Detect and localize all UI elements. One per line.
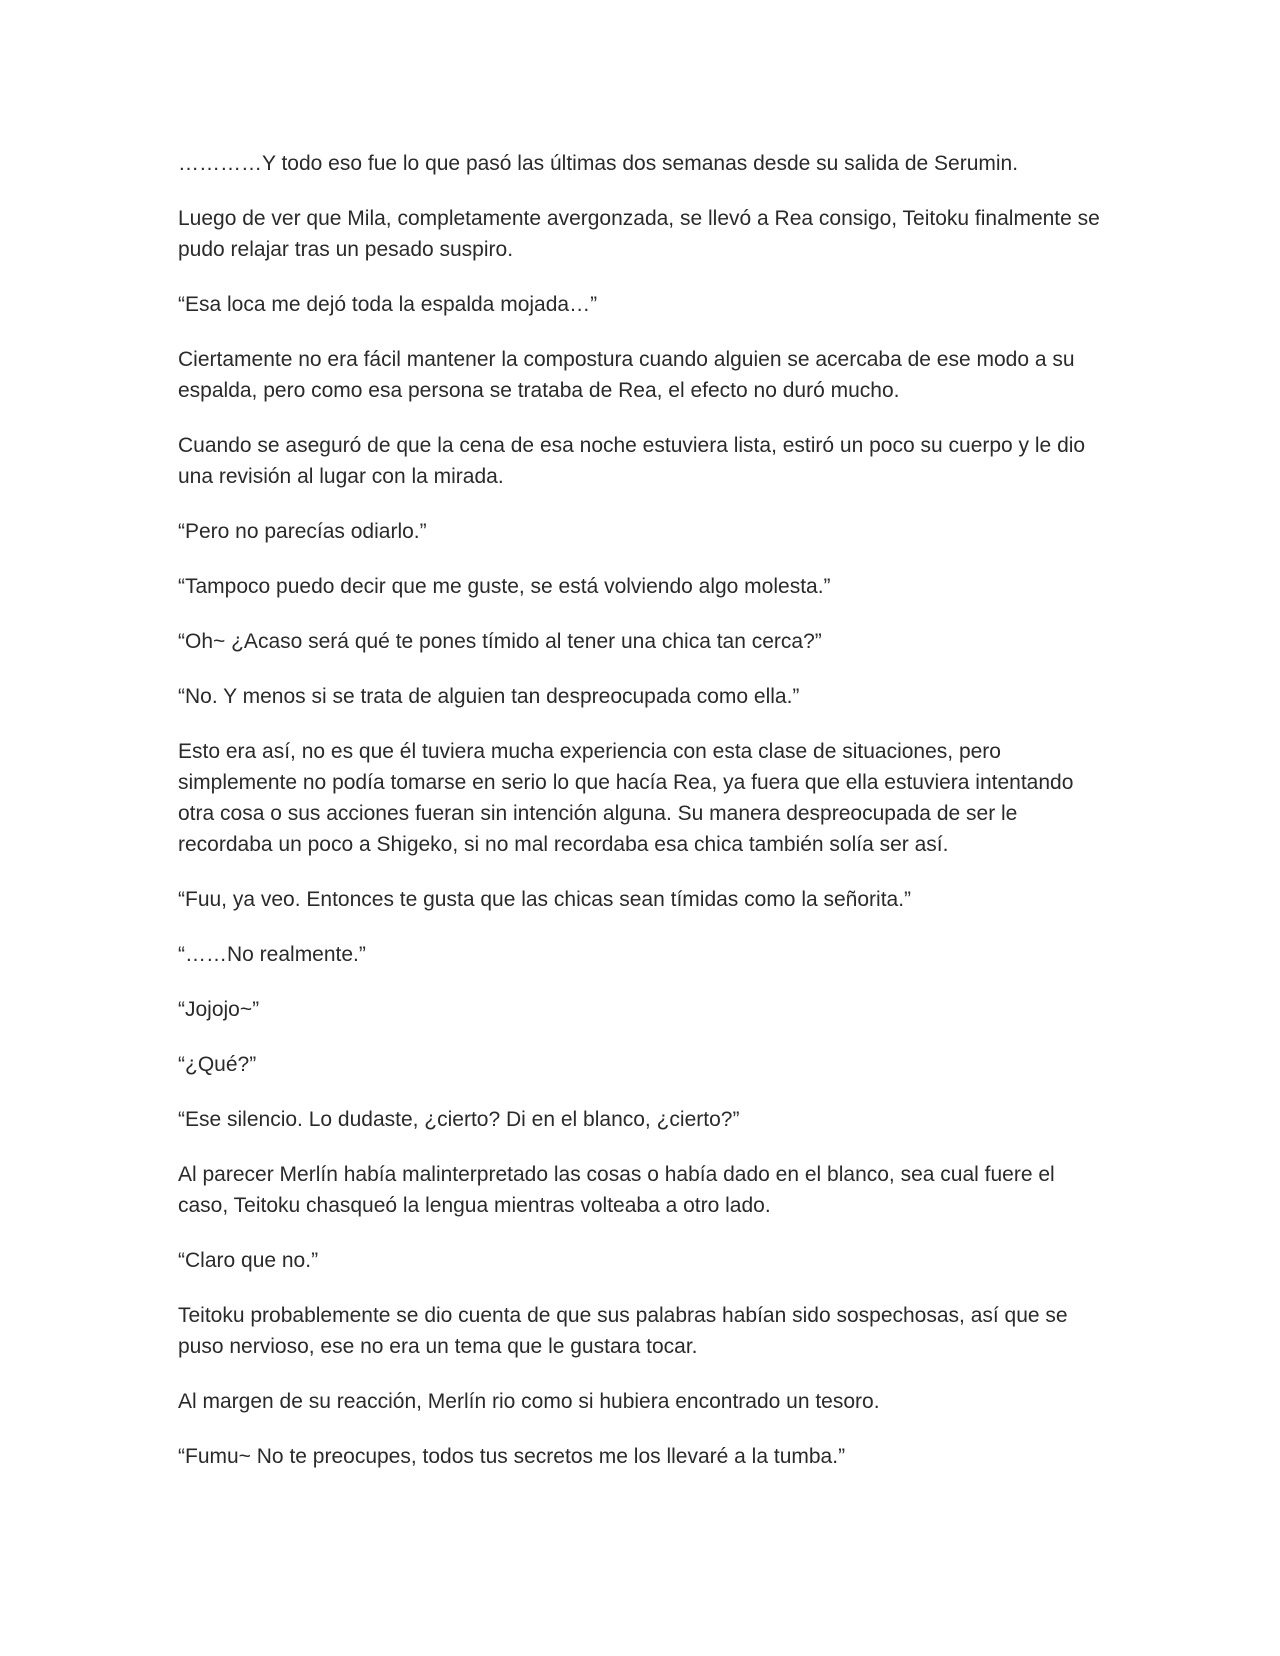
paragraph-1: …………Y todo eso fue lo que pasó las últimas dos semanas desde su salida de Serumin.	[178, 152, 1019, 175]
paragraph-16: Al parecer Merlín había malinterpretado las cosas o había dado en el blanco, sea cual fuere el caso, Teitoku chasqueó la lengua mientras volteaba a otro lado.	[178, 1163, 1055, 1217]
paragraph-8: “Oh~ ¿Acaso será qué te pones tímido al tener una chica tan cerca?”	[178, 630, 822, 653]
paragraph-17: “Claro que no.”	[178, 1249, 319, 1272]
paragraph-11: “Fuu, ya veo. Entonces te gusta que las chicas sean tímidas como la señorita.”	[178, 888, 912, 911]
paragraph-3: “Esa loca me dejó toda la espalda mojada…”	[178, 293, 598, 316]
paragraph-19: Al margen de su reacción, Merlín rio como si hubiera encontrado un tesoro.	[178, 1390, 880, 1413]
paragraph-10: Esto era así, no es que él tuviera mucha experiencia con esta clase de situaciones, pero simplemente no podía tomarse en serio lo que hacía Rea, ya fuera que ella estuviera intentando otra cosa o sus acciones fueran sin intención alguna. Su manera despreocupada de ser le recordaba un poco a Shigeko, si no mal recordaba esa chica también solía ser así.	[178, 740, 1074, 856]
paragraph-4: Ciertamente no era fácil mantener la compostura cuando alguien se acercaba de ese modo a su espalda, pero como esa persona se trataba de Rea, el efecto no duró mucho.	[178, 348, 1075, 402]
paragraph-20: “Fumu~ No te preocupes, todos tus secretos me los llevaré a la tumba.”	[178, 1445, 846, 1468]
paragraph-9: “No. Y menos si se trata de alguien tan despreocupada como ella.”	[178, 685, 800, 708]
paragraph-12: “……No realmente.”	[178, 943, 366, 966]
paragraph-5: Cuando se aseguró de que la cena de esa noche estuviera lista, estiró un poco su cuerpo y le dio una revisión al lugar con la mirada.	[178, 434, 1086, 488]
paragraph-14: “¿Qué?”	[178, 1053, 257, 1076]
paragraph-13: “Jojojo~”	[178, 998, 260, 1021]
paragraph-6: “Pero no parecías odiarlo.”	[178, 520, 427, 543]
paragraph-15: “Ese silencio. Lo dudaste, ¿cierto? Di en el blanco, ¿cierto?”	[178, 1108, 740, 1131]
paragraph-2: Luego de ver que Mila, completamente avergonzada, se llevó a Rea consigo, Teitoku finalmente se pudo relajar tras un pesado suspiro.	[178, 207, 1100, 261]
paragraph-18: Teitoku probablemente se dio cuenta de que sus palabras habían sido sospechosas, así que se puso nervioso, ese no era un tema que le gustara tocar.	[178, 1304, 1068, 1358]
paragraph-7: “Tampoco puedo decir que me guste, se está volviendo algo molesta.”	[178, 575, 831, 598]
